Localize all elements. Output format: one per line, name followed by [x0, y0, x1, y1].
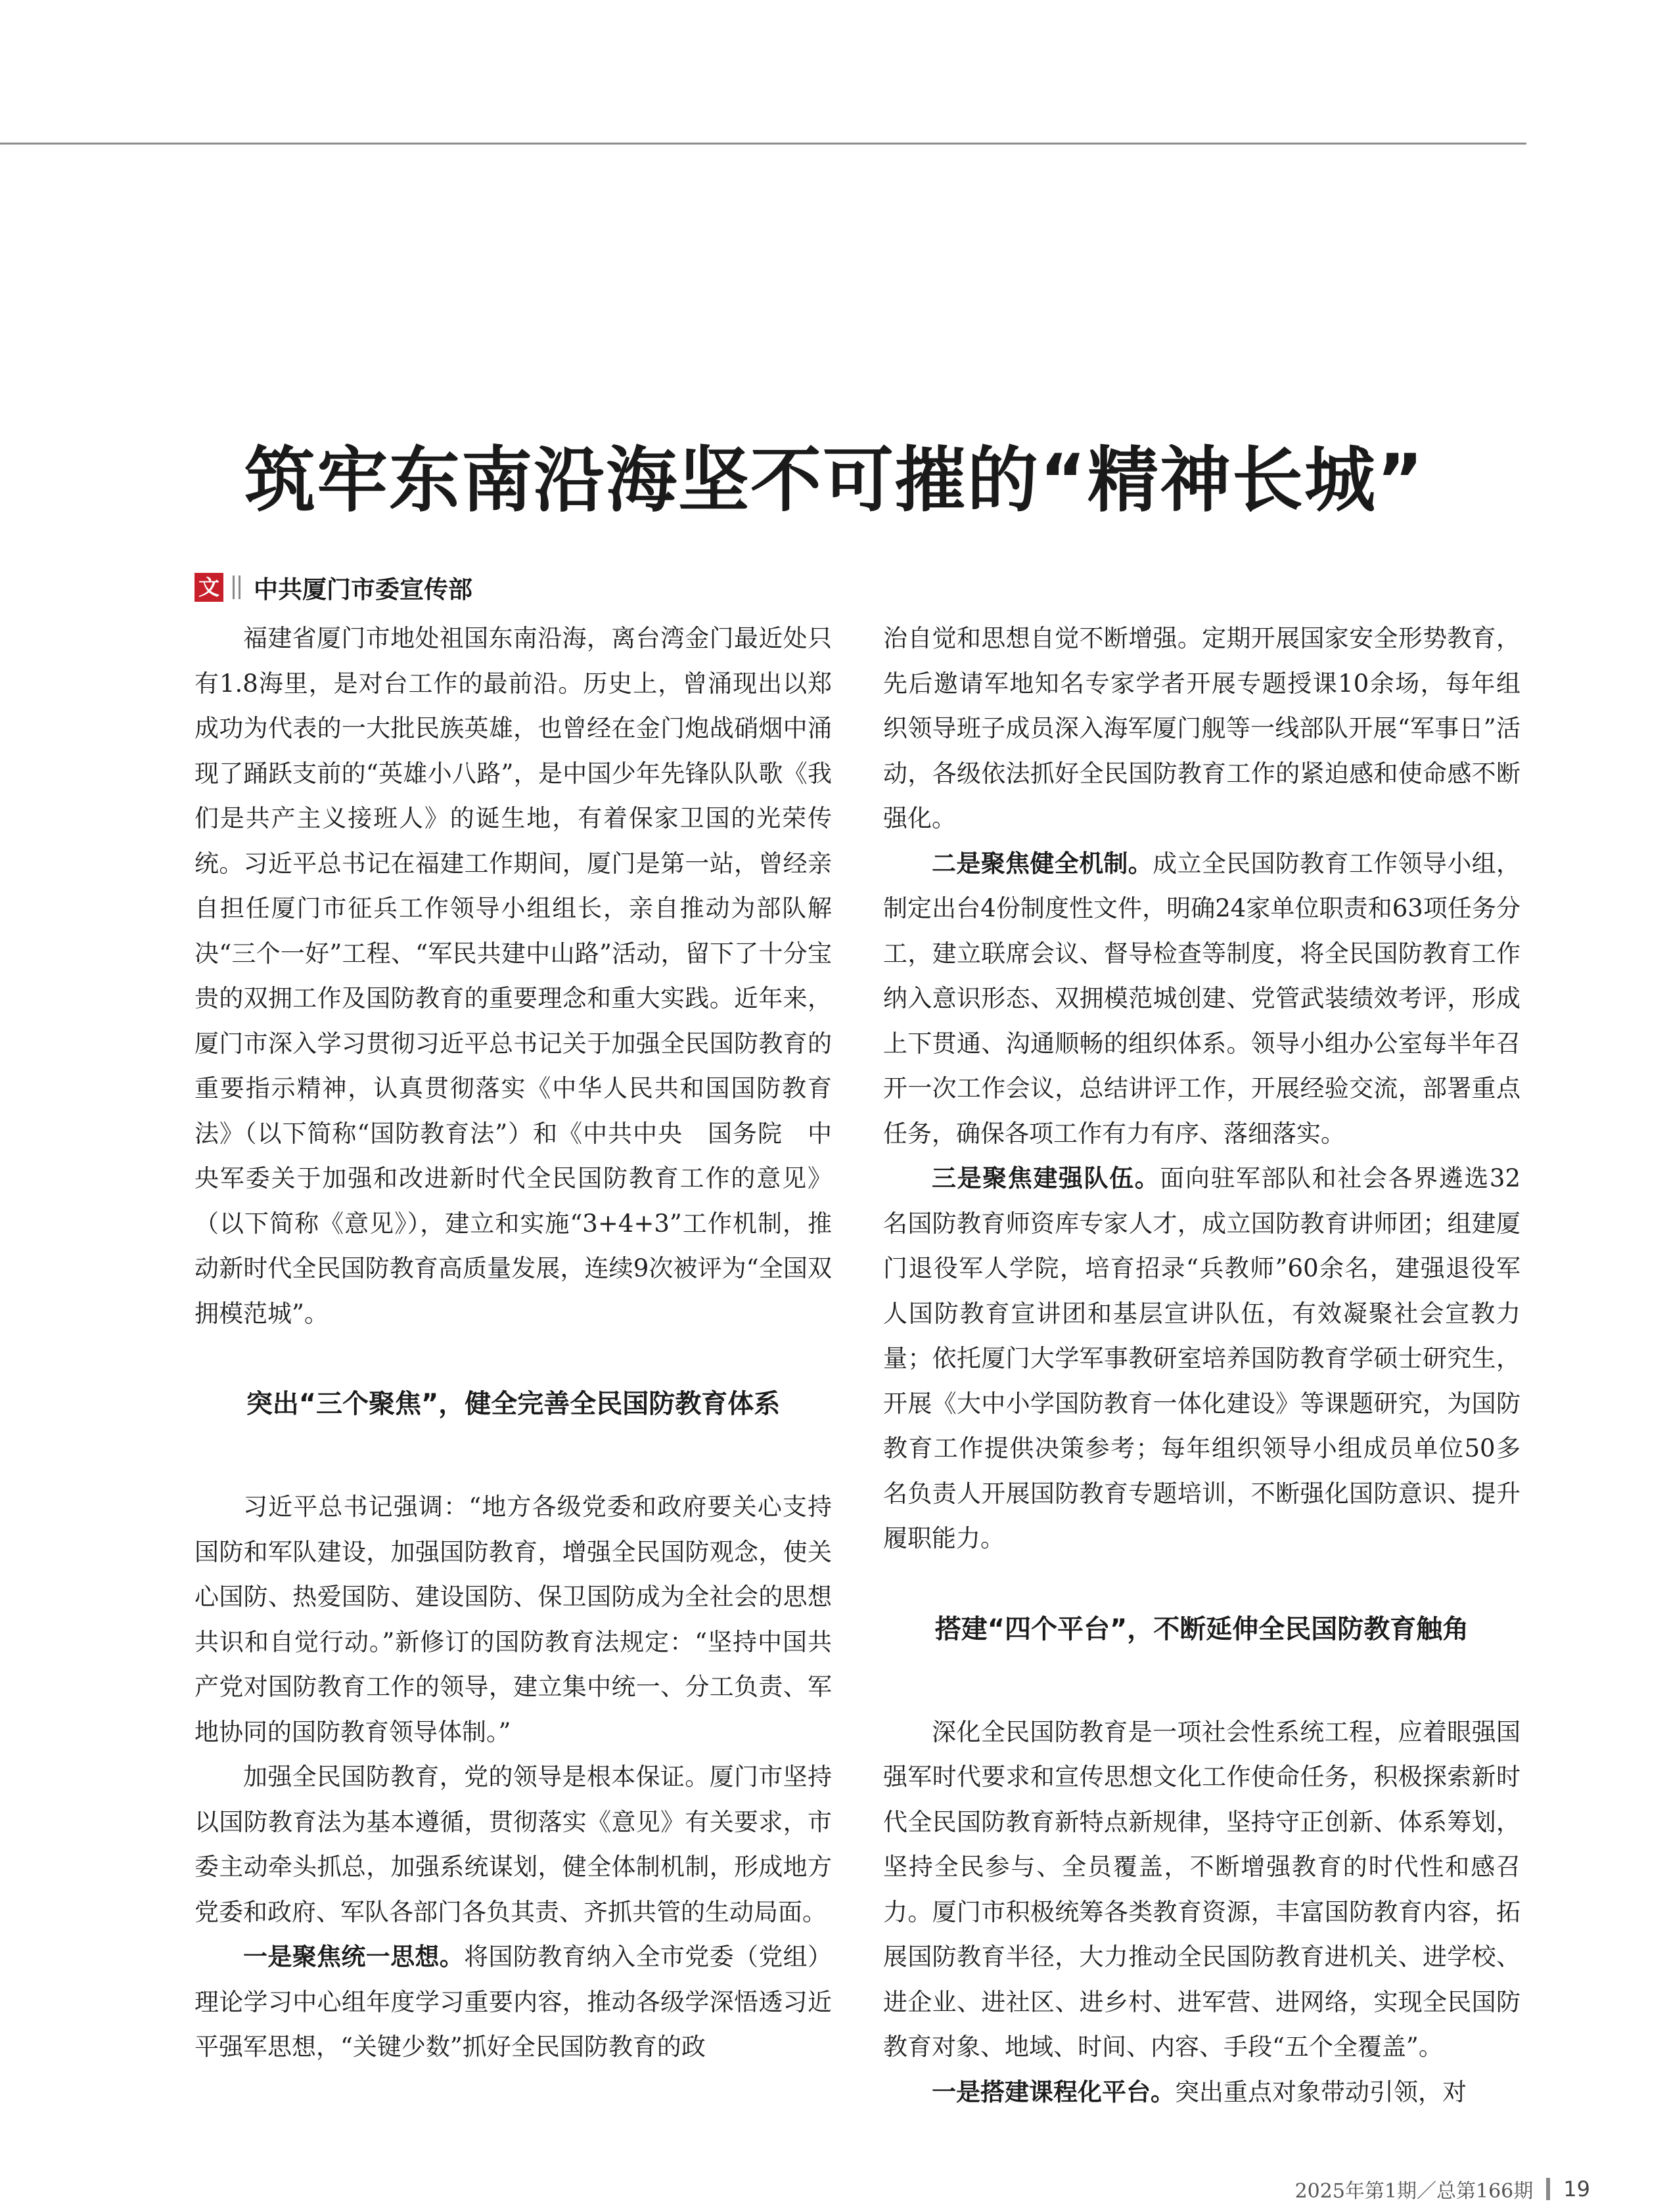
top-rule: [0, 143, 1526, 145]
paragraph: 习近平总书记强调：“地方各级党委和政府要关心支持国防和军队建设，加强国防教育，增强全民国防观念，使关心国防、热爱国防、建设国防、保卫国防成为全社会的思想共识和自觉行动。”新修订的国防教育法规定：“坚持中国共产党对国防教育工作的领导，建立集中统一、分工负责、军地协同的国防教育领导体制。”: [194, 1493, 832, 1746]
paragraph-text: 将国防教育纳入全市党委（党组）理论学习中心组年度学习重要内容，推动各级学深悟透习近平强军思想，“关键少数”抓好全民国防教育的政: [194, 1943, 833, 2061]
paragraph: 福建省厦门市地处祖国东南沿海，离台湾金门最近处只有1.8海里，是对台工作的最前沿。历史上，曾涌现出以郑成功为代表的一大批民族英雄，也曾经在金门炮战硝烟中涌现了踊跃支前的“英雄小八路”，是中国少年先锋队队歌《我们是共产主义接班人》的诞生地，有着保家卫国的光荣传统。习近平总书记在福建工作期间，厦门是第一站，曾经亲自担任厦门市征兵工作领导小组组长，亲自推动为部队解决“三个一好”工程、“军民共建中山路”活动，留下了十分宝贵的双拥工作及国防教育的重要理念和重大实践。近年来，厦门市深入学习贯彻习近平总书记关于加强全民国防教育的重要指示精神，认真贯彻落实《中华人民共和国国防教育法》（以下简称“国防教育法”）和《中共中央 国务院 中央军委关于加强和改进新时代全民国防教育工作的意见》（以下简称《意见》），建立和实施“3+4+3”工作机制，推动新时代全民国防教育高质量发展，连续9次被评为“全国双拥模范城”。: [194, 624, 832, 1328]
footer-divider: [1546, 2178, 1550, 2200]
page-number: 19: [1563, 2177, 1590, 2201]
paragraph-text: 突出重点对象带动引领，对: [1175, 2077, 1467, 2106]
byline: [194, 570, 472, 604]
paragraph-text: 成立全民国防教育工作领导小组，制定出台4份制度性文件，明确24家单位职责和63项任务分工，建立联席会议、督导检查等制度，将全民国防教育工作纳入意识形态、双拥模范城创建、党管武装绩效考评，形成上下贯通、沟通顺畅的组织体系。领导小组办公室每半年召开一次工作会议，总结讲评工作，开展经验交流，部署重点任务，确保各项工作有力有序、落细落实。: [883, 849, 1521, 1148]
paragraph-lead: 一是搭建课程化平台。: [932, 2077, 1175, 2106]
byline-divider: [233, 576, 240, 599]
page-footer: [1295, 2175, 1590, 2203]
paragraph-lead: 三是聚焦建强队伍。: [932, 1164, 1160, 1192]
section-heading: 突出“三个聚焦”，健全完善全民国防教育体系: [246, 1389, 781, 1419]
byline-badge: 文: [194, 573, 223, 602]
left-column: [194, 616, 832, 2070]
paragraph: [883, 2070, 1520, 2115]
paragraph: 深化全民国防教育是一项社会性系统工程，应着眼强国强军时代要求和宣传思想文化工作使命任务，积极探索新时代全民国防教育新特点新规律，坚持守正创新、体系筹划，坚持全民参与、全员覆盖，不断增强教育的时代性和感召力。厦门市积极统筹各类教育资源，丰富国防教育内容，拓展国防教育半径，大力推动全民国防教育进机关、进学校、进企业、进社区、进乡村、进军营、进网络，实现全民国防教育对象、地域、时间、内容、手段“五个全覆盖”。: [883, 1717, 1520, 2061]
article-title: 筑牢东南沿海坚不可摧的“精神长城”: [244, 440, 1425, 522]
right-column: [883, 616, 1520, 2115]
paragraph: [194, 1935, 832, 2070]
paragraph: 加强全民国防教育，党的领导是根本保证。厦门市坚持以国防教育法为基本遵循，贯彻落实《意见》有关要求，市委主动牵头抓总，加强系统谋划，健全体制机制，形成地方党委和政府、军队各部门各负其责、齐抓共管的生动局面。: [194, 1763, 832, 1926]
paragraph-lead: 一是聚焦统一思想。: [243, 1943, 465, 1971]
paragraph-text: 面向驻军部队和社会各界遴选32名国防教育师资库专家人才，成立国防教育讲师团；组建厦门退役军人学院，培育招录“兵教师”60余名，建强退役军人国防教育宣讲团和基层宣讲队伍，有效凝聚社会宣教力量；依托厦门大学军事教研室培养国防教育学硕士研究生，开展《大中小学国防教育一体化建设》等课题研究，为国防教育工作提供决策参考；每年组织领导小组成员单位50多名负责人开展国防教育专题培训，不断强化国防意识、提升履职能力。: [883, 1164, 1520, 1552]
issue-info: 2025年第1期／总第166期: [1294, 2180, 1534, 2203]
paragraph-lead: 二是聚焦健全机制。: [932, 849, 1153, 878]
author-name: 中共厦门市委宣传部: [254, 576, 472, 604]
paragraph: [883, 842, 1520, 1157]
paragraph: 治自觉和思想自觉不断增强。定期开展国家安全形势教育，先后邀请军地知名专家学者开展专题授课10余场，每年组织领导班子成员深入海军厦门舰等一线部队开展“军事日”活动，各级依法抓好全民国防教育工作的紧迫感和使命感不断强化。: [883, 624, 1520, 832]
section-heading: 搭建“四个平台”，不断延伸全民国防教育触角: [934, 1614, 1469, 1644]
paragraph: [883, 1156, 1520, 1562]
